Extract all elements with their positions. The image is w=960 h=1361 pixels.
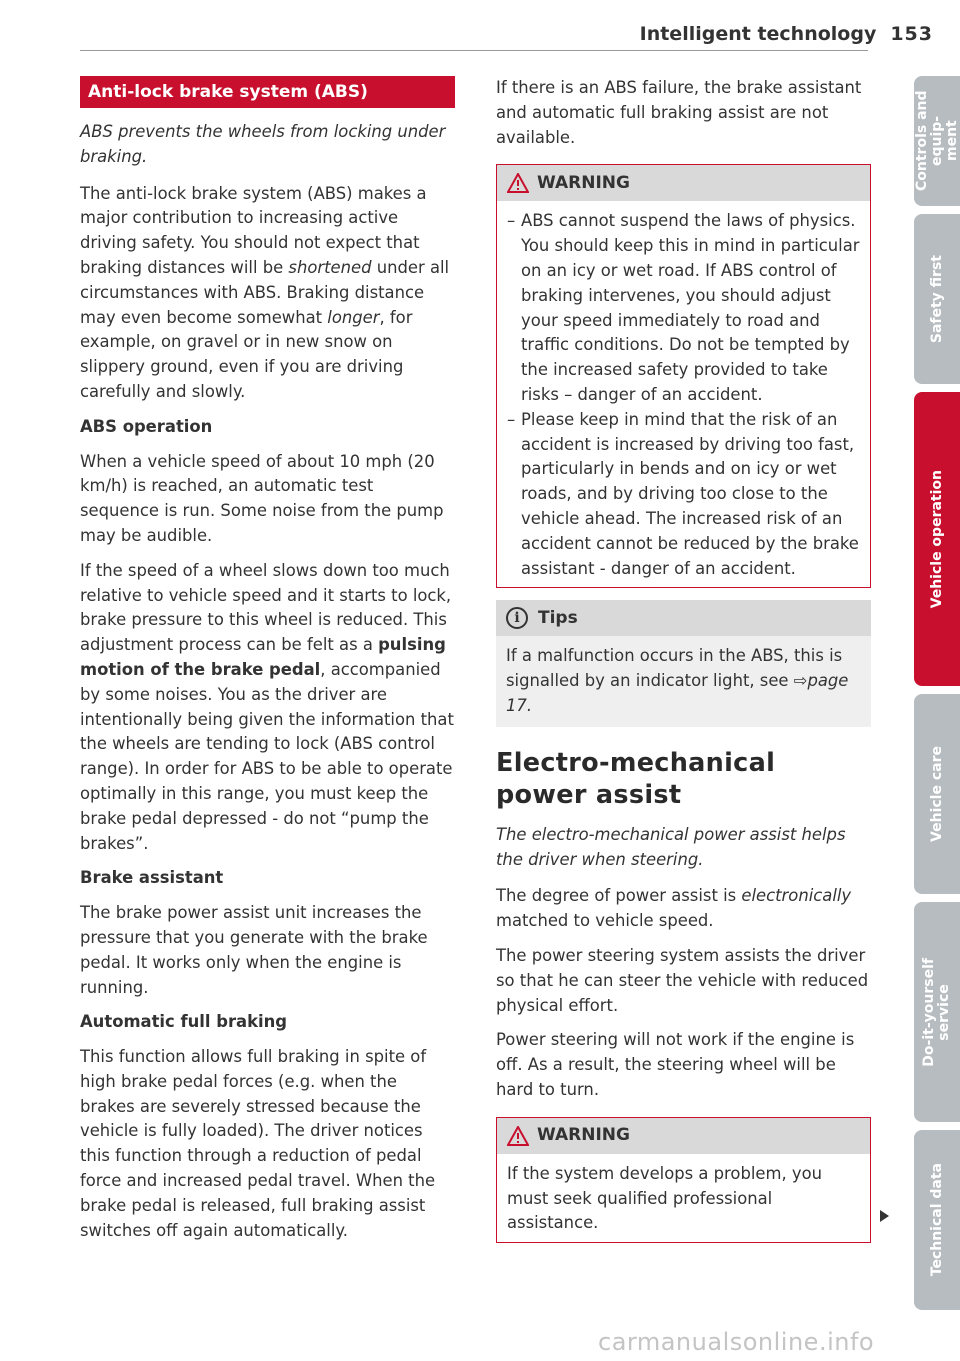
tips-title: Tips [538,607,578,628]
side-tab-label: Technical data [928,1163,945,1277]
warning-triangle-icon [507,173,529,193]
emphasis-shortened: shortened [288,257,372,277]
right-column [496,76,871,1255]
side-tab-technical-data[interactable] [914,1130,960,1310]
text-run: The anti-lock brake system (ABS) makes a major contribution to increasing active driving safety. You should not expect that braking distances will be [80,183,427,277]
side-tab-vehicle-care[interactable] [914,694,960,894]
warning-title: WARNING [537,172,630,193]
warning-box-abs [496,164,871,588]
header-rule [80,50,868,51]
warning-triangle-icon [507,1126,529,1146]
emphasis-longer: longer [327,307,380,327]
side-tab-label: Vehicle operation [928,469,945,609]
side-tab-label: Controls and equip- ment [913,90,960,192]
header-title: Intelligent technology [639,23,877,45]
automatic-full-braking-paragraph: This function allows full braking in spite of high brake pedal forces (e.g. when the brakes are severely stressed because the vehicle is fully loaded). The driver notices this function through a reduction of pedal force and increased pedal travel. When the brake pedal is released, full braking assist switches off again automatically. [80,1047,436,1240]
tips-body [496,636,871,726]
abs-failure-paragraph: If there is an ABS failure, the brake assistant and automatic full braking assist are not available. [496,78,862,147]
text-run: , for example, on gravel or in new snow on slippery ground, even if you are driving carefully and slowly. [80,307,413,401]
power-assist-lead: The electro-mechanical power assist helps the driver when steering. [496,824,846,869]
info-icon: i [506,607,528,629]
tips-box [496,600,871,726]
warning-item: – ABS cannot suspend the laws of physics. You should keep this in mind in particular on an icy or wet road. If ABS control of braking intervenes, you should adjust your speed immediately to road and traffic conditions. Do not be tempted by the increased safety provided to take risks – danger of an accident. [507,209,860,407]
abs-lead: ABS prevents the wheels from locking under braking. [80,122,446,166]
running-header [640,22,933,47]
warning-body [497,201,870,587]
brake-assistant-paragraph: The brake power assist unit increases the pressure that you generate with the brake pedal. It works only when the engine is running. [80,903,428,997]
bold-pulsing-motion: pulsing motion of the brake pedal [80,635,446,679]
emphasis-electronically: electronically [741,886,852,906]
abs-operation-paragraph: When a vehicle speed of about 10 mph (20 km/h) is reached, an automatic test sequence is run. Some noise from the pump may be audible. [80,451,444,545]
watermark: carmanualsonline.info [598,1328,875,1356]
power-assist-paragraph-3: Power steering will not work if the engine is off. As a result, the steering wheel will be hard to turn. [496,1030,855,1099]
warning-item: – Please keep in mind that the risk of an accident is increased by driving too fast, particularly in bends and on icy or wet roads, and by driving too close to the vehicle ahead. The increased risk of an accident cannot be reduced by the brake assistant - danger of an accident. [507,408,860,582]
power-assist-paragraph-1 [496,884,871,934]
tips-header [496,600,871,636]
subhead-abs-operation: ABS operation [80,416,213,436]
side-tab-safety[interactable] [914,214,960,384]
warning-header [497,1118,870,1154]
subhead-automatic-full-braking: Automatic full braking [80,1012,288,1032]
section-heading-power-assist: Electro-mechanical power assist [496,747,776,810]
warning-title: WARNING [537,1125,630,1146]
abs-paragraph-1 [80,182,455,405]
page-number: 153 [890,23,933,45]
side-tab-label: Do-it-yourself service [921,957,952,1067]
warning-header [497,165,870,201]
continue-arrow-icon [880,1210,889,1222]
side-tab-label: Vehicle care [928,746,945,842]
text-run: under all circumstances with ABS. Braking distance may even become somewhat [80,257,450,327]
side-tab-label: Safety first [928,254,945,344]
subhead-brake-assistant: Brake assistant [80,868,224,888]
text-run: , accompanied by some noises. You as the driver are intentionally being given the information that the wheels are tending to lock (ABS control range). In order for ABS to be able to operate optimally in this range, you must keep the brake pedal depressed - do not “pump the brakes”. [80,659,454,853]
tips-text: If a malfunction occurs in the ABS, this is signalled by an indicator light, see [506,646,843,691]
side-tab-do-it-yourself[interactable] [914,902,960,1122]
left-column [80,76,455,1253]
text-run: matched to vehicle speed. [496,911,714,931]
text-run: If the speed of a wheel slows down too much relative to vehicle speed and it starts to lock, brake pressure to this wheel is reduced. This adjustment process can be felt as a [80,560,452,655]
warning-box-power-steering [496,1117,871,1243]
side-tab-vehicle-operation[interactable] [914,392,960,686]
power-assist-paragraph-2: The power steering system assists the driver so that he can steer the vehicle with reduced physical effort. [496,945,869,1015]
section-banner-abs: Anti-lock brake system (ABS) [80,76,455,108]
warning-body: If the system develops a problem, you must seek qualified professional assistance. [507,1163,823,1233]
side-tab-controls[interactable] [914,76,960,206]
page-reference-link[interactable]: ⇨page 17. [506,671,849,715]
abs-lock-paragraph [80,559,455,857]
text-run: The degree of power assist is [496,886,742,906]
